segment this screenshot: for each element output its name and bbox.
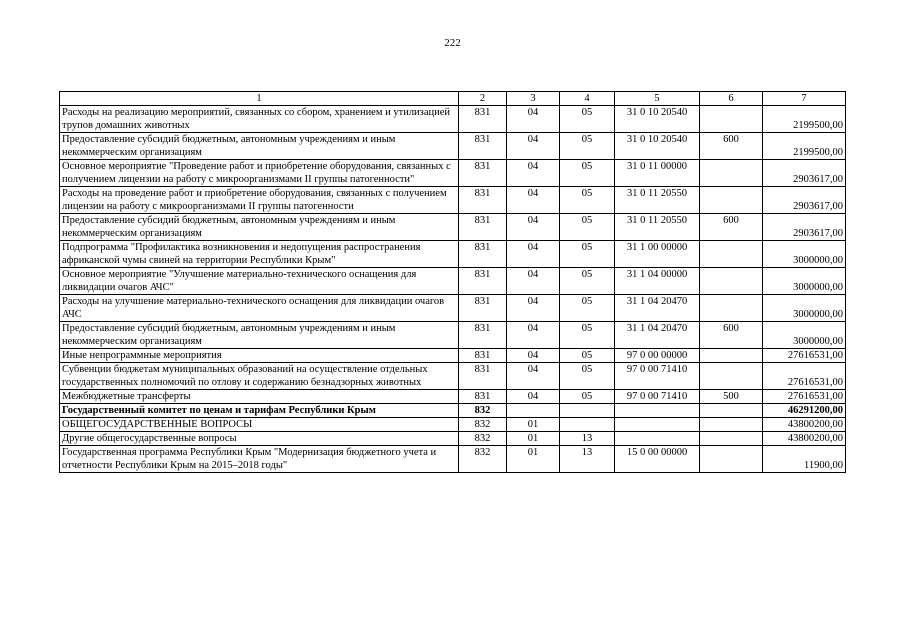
section-cell: 04 bbox=[507, 106, 560, 133]
amount-cell: 27616531,00 bbox=[763, 390, 846, 404]
amount-cell: 3000000,00 bbox=[763, 295, 846, 322]
expense-type-cell bbox=[700, 187, 763, 214]
ved-cell: 831 bbox=[459, 390, 507, 404]
section-cell: 01 bbox=[507, 432, 560, 446]
target-item-cell bbox=[615, 432, 700, 446]
page-number: 222 bbox=[444, 37, 461, 49]
expense-type-cell: 600 bbox=[700, 322, 763, 349]
ved-cell: 832 bbox=[459, 432, 507, 446]
table-row bbox=[60, 133, 846, 160]
table-row bbox=[60, 160, 846, 187]
expense-type-cell: 500 bbox=[700, 390, 763, 404]
table-row bbox=[60, 390, 846, 404]
target-item-cell: 97 0 00 00000 bbox=[615, 349, 700, 363]
column-header: 3 bbox=[507, 92, 560, 106]
target-item-cell: 97 0 00 71410 bbox=[615, 390, 700, 404]
expense-type-cell bbox=[700, 106, 763, 133]
row-name-cell: Основное мероприятие "Улучшение материально-технического оснащения для ликвидации очагов АЧС" bbox=[60, 268, 459, 295]
table-row bbox=[60, 187, 846, 214]
ved-cell: 831 bbox=[459, 241, 507, 268]
subsection-cell bbox=[560, 418, 615, 432]
section-cell: 04 bbox=[507, 160, 560, 187]
row-name-cell: Основное мероприятие "Проведение работ и приобретение оборудования, связанных с получением лицензии на работу с микроорганизмами II группы патогенности" bbox=[60, 160, 459, 187]
section-cell: 04 bbox=[507, 268, 560, 295]
section-cell: 04 bbox=[507, 187, 560, 214]
expense-type-cell: 600 bbox=[700, 214, 763, 241]
amount-cell: 3000000,00 bbox=[763, 241, 846, 268]
row-name-cell: ОБЩЕГОСУДАРСТВЕННЫЕ ВОПРОСЫ bbox=[60, 418, 459, 432]
expense-type-cell bbox=[700, 363, 763, 390]
row-name-cell: Государственный комитет по ценам и тарифам Республики Крым bbox=[60, 404, 459, 418]
ved-cell: 831 bbox=[459, 160, 507, 187]
ved-cell: 831 bbox=[459, 295, 507, 322]
section-cell: 04 bbox=[507, 241, 560, 268]
section-cell: 04 bbox=[507, 390, 560, 404]
amount-cell: 2199500,00 bbox=[763, 133, 846, 160]
ved-cell: 831 bbox=[459, 187, 507, 214]
subsection-cell: 05 bbox=[560, 363, 615, 390]
subsection-cell: 05 bbox=[560, 268, 615, 295]
table-row bbox=[60, 241, 846, 268]
column-header: 6 bbox=[700, 92, 763, 106]
table-row bbox=[60, 363, 846, 390]
subsection-cell: 05 bbox=[560, 133, 615, 160]
row-name-cell: Другие общегосударственные вопросы bbox=[60, 432, 459, 446]
ved-cell: 832 bbox=[459, 404, 507, 418]
section-cell: 04 bbox=[507, 349, 560, 363]
expense-type-cell bbox=[700, 160, 763, 187]
amount-cell: 2903617,00 bbox=[763, 214, 846, 241]
section-cell: 04 bbox=[507, 133, 560, 160]
expense-type-cell bbox=[700, 446, 763, 473]
subsection-cell: 05 bbox=[560, 295, 615, 322]
ved-cell: 831 bbox=[459, 363, 507, 390]
target-item-cell: 31 0 10 20540 bbox=[615, 133, 700, 160]
target-item-cell: 31 1 00 00000 bbox=[615, 241, 700, 268]
section-cell: 04 bbox=[507, 363, 560, 390]
amount-cell: 43800200,00 bbox=[763, 418, 846, 432]
target-item-cell: 31 1 04 20470 bbox=[615, 322, 700, 349]
subsection-cell: 05 bbox=[560, 241, 615, 268]
row-name-cell: Предоставление субсидий бюджетным, автономным учреждениям и иным некоммерческим организациям bbox=[60, 214, 459, 241]
row-name-cell: Иные непрограммные мероприятия bbox=[60, 349, 459, 363]
amount-cell: 43800200,00 bbox=[763, 432, 846, 446]
target-item-cell: 31 0 11 20550 bbox=[615, 214, 700, 241]
table-row bbox=[60, 322, 846, 349]
column-header: 4 bbox=[560, 92, 615, 106]
subsection-cell: 05 bbox=[560, 322, 615, 349]
ved-cell: 831 bbox=[459, 106, 507, 133]
table-row bbox=[60, 418, 846, 432]
subsection-cell: 05 bbox=[560, 106, 615, 133]
target-item-cell: 31 1 04 20470 bbox=[615, 295, 700, 322]
ved-cell: 831 bbox=[459, 349, 507, 363]
section-cell bbox=[507, 404, 560, 418]
amount-cell: 27616531,00 bbox=[763, 363, 846, 390]
expense-type-cell bbox=[700, 241, 763, 268]
target-item-cell bbox=[615, 418, 700, 432]
expense-type-cell bbox=[700, 268, 763, 295]
table-header-row bbox=[60, 92, 846, 106]
amount-cell: 2199500,00 bbox=[763, 106, 846, 133]
subsection-cell: 05 bbox=[560, 214, 615, 241]
expense-type-cell bbox=[700, 349, 763, 363]
row-name-cell: Предоставление субсидий бюджетным, автономным учреждениям и иным некоммерческим организациям bbox=[60, 133, 459, 160]
row-name-cell: Подпрограмма "Профилактика возникновения и недопущения распространения африканской чумы свиней на территории Республики Крым" bbox=[60, 241, 459, 268]
section-cell: 04 bbox=[507, 322, 560, 349]
table-row bbox=[60, 432, 846, 446]
ved-cell: 832 bbox=[459, 418, 507, 432]
table-row bbox=[60, 295, 846, 322]
ved-cell: 832 bbox=[459, 446, 507, 473]
amount-cell: 3000000,00 bbox=[763, 268, 846, 295]
amount-cell: 2903617,00 bbox=[763, 160, 846, 187]
target-item-cell: 31 0 10 20540 bbox=[615, 106, 700, 133]
expense-type-cell: 600 bbox=[700, 133, 763, 160]
subsection-cell: 05 bbox=[560, 160, 615, 187]
target-item-cell: 31 0 11 20550 bbox=[615, 187, 700, 214]
amount-cell: 2903617,00 bbox=[763, 187, 846, 214]
expense-type-cell bbox=[700, 418, 763, 432]
table-row bbox=[60, 404, 846, 418]
ved-cell: 831 bbox=[459, 322, 507, 349]
amount-cell: 3000000,00 bbox=[763, 322, 846, 349]
ved-cell: 831 bbox=[459, 133, 507, 160]
target-item-cell: 97 0 00 71410 bbox=[615, 363, 700, 390]
amount-cell: 27616531,00 bbox=[763, 349, 846, 363]
row-name-cell: Расходы на улучшение материально-технического оснащения для ликвидации очагов АЧС bbox=[60, 295, 459, 322]
subsection-cell: 05 bbox=[560, 349, 615, 363]
section-cell: 01 bbox=[507, 446, 560, 473]
target-item-cell: 15 0 00 00000 bbox=[615, 446, 700, 473]
subsection-cell bbox=[560, 404, 615, 418]
expense-type-cell bbox=[700, 404, 763, 418]
table-body bbox=[60, 106, 846, 473]
table-row bbox=[60, 106, 846, 133]
row-name-cell: Предоставление субсидий бюджетным, автономным учреждениям и иным некоммерческим организациям bbox=[60, 322, 459, 349]
ved-cell: 831 bbox=[459, 268, 507, 295]
column-header: 7 bbox=[763, 92, 846, 106]
amount-cell: 46291200,00 bbox=[763, 404, 846, 418]
section-cell: 04 bbox=[507, 214, 560, 241]
subsection-cell: 13 bbox=[560, 432, 615, 446]
table-row bbox=[60, 446, 846, 473]
ved-cell: 831 bbox=[459, 214, 507, 241]
row-name-cell: Субвенции бюджетам муниципальных образований на осуществление отдельных государственных полномочий по отлову и содержанию безнадзорных животных bbox=[60, 363, 459, 390]
row-name-cell: Расходы на реализацию мероприятий, связанных со сбором, хранением и утилизацией трупов домашних животных bbox=[60, 106, 459, 133]
target-item-cell: 31 1 04 00000 bbox=[615, 268, 700, 295]
section-cell: 04 bbox=[507, 295, 560, 322]
section-cell: 01 bbox=[507, 418, 560, 432]
subsection-cell: 05 bbox=[560, 390, 615, 404]
row-name-cell: Межбюджетные трансферты bbox=[60, 390, 459, 404]
target-item-cell bbox=[615, 404, 700, 418]
target-item-cell: 31 0 11 00000 bbox=[615, 160, 700, 187]
expense-type-cell bbox=[700, 432, 763, 446]
budget-table bbox=[59, 91, 846, 473]
expense-type-cell bbox=[700, 295, 763, 322]
column-header: 2 bbox=[459, 92, 507, 106]
table-row bbox=[60, 214, 846, 241]
table-row bbox=[60, 349, 846, 363]
column-header: 1 bbox=[60, 92, 459, 106]
row-name-cell: Государственная программа Республики Крым "Модернизация бюджетного учета и отчетности Республики Крым на 2015–2018 годы" bbox=[60, 446, 459, 473]
amount-cell: 11900,00 bbox=[763, 446, 846, 473]
column-header: 5 bbox=[615, 92, 700, 106]
table-row bbox=[60, 268, 846, 295]
subsection-cell: 05 bbox=[560, 187, 615, 214]
row-name-cell: Расходы на проведение работ и приобретение оборудования, связанных с получением лицензии на работу с микроорганизмами II группы патогенности bbox=[60, 187, 459, 214]
subsection-cell: 13 bbox=[560, 446, 615, 473]
